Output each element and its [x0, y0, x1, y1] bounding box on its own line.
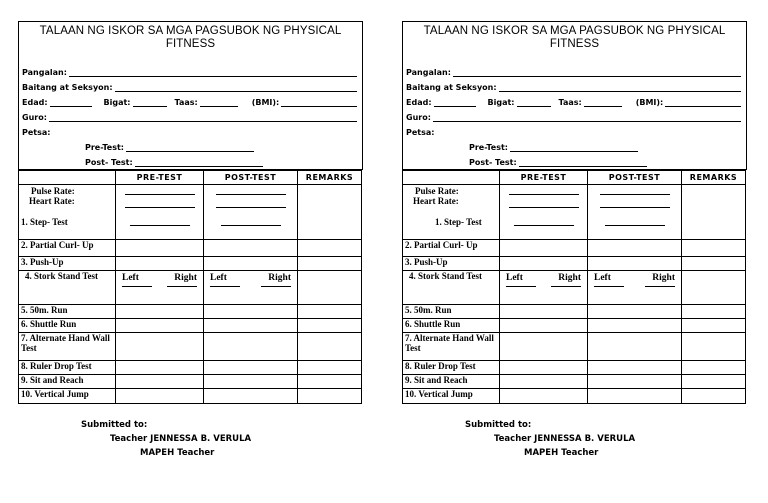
- score-cell[interactable]: [500, 361, 588, 375]
- shuttle-run-label: 6. Shuttle Run: [19, 319, 116, 333]
- score-cell[interactable]: [116, 389, 204, 404]
- student-info-fields: [403, 52, 746, 169]
- teacher-field[interactable]: [49, 113, 357, 122]
- heart-pretest-field[interactable]: [509, 207, 579, 208]
- remarks-cell[interactable]: [298, 389, 362, 404]
- remarks-cell[interactable]: [682, 240, 746, 257]
- right-label: Right: [652, 273, 675, 283]
- teacher-name: Teacher JENNESSA B. VERULA: [494, 434, 636, 444]
- wall-test-label: 7. Alternate Hand Wall Test: [19, 333, 116, 361]
- remarks-cell[interactable]: [682, 375, 746, 389]
- name-field[interactable]: [69, 68, 357, 77]
- score-cell[interactable]: [500, 333, 588, 361]
- score-cell[interactable]: [588, 389, 682, 404]
- grade-section-field[interactable]: [115, 83, 357, 92]
- remarks-column-header: REMARKS: [298, 171, 362, 185]
- step-test-label: 1. Step- Test: [21, 217, 68, 227]
- curl-up-label: 2. Partial Curl- Up: [403, 240, 500, 257]
- student-info-fields: [19, 52, 362, 169]
- remarks-cell[interactable]: [298, 361, 362, 375]
- score-cell[interactable]: [588, 319, 682, 333]
- remarks-cell[interactable]: [682, 305, 746, 319]
- remarks-cell[interactable]: [298, 333, 362, 361]
- weight-field[interactable]: [517, 98, 551, 107]
- run-50m-label: 5. 50m. Run: [403, 305, 500, 319]
- remarks-cell[interactable]: [298, 240, 362, 257]
- left-label: Left: [210, 273, 227, 283]
- table-row: [19, 271, 362, 305]
- posttest-column-header: POST-TEST: [204, 171, 298, 185]
- curl-up-label: 2. Partial Curl- Up: [19, 240, 116, 257]
- right-pretest-field[interactable]: [167, 286, 197, 287]
- score-cell[interactable]: [116, 257, 204, 271]
- score-cell[interactable]: [116, 305, 204, 319]
- left-label: Left: [594, 273, 611, 283]
- submission-block: [18, 418, 363, 460]
- pretest-date-label: Pre-Test:: [85, 143, 124, 152]
- push-up-label: 3. Push-Up: [403, 257, 500, 271]
- posttest-date-label: Post- Test:: [85, 158, 133, 167]
- score-cell[interactable]: [204, 361, 298, 375]
- table-row: [19, 257, 362, 271]
- pulse-posttest-field[interactable]: [600, 194, 670, 195]
- step-posttest-field[interactable]: [605, 225, 665, 226]
- run-50m-label: 5. 50m. Run: [19, 305, 116, 319]
- date-label: Petsa:: [406, 128, 435, 137]
- score-cell[interactable]: [588, 257, 682, 271]
- name-label: Pangalan:: [22, 68, 67, 77]
- remarks-cell[interactable]: [298, 257, 362, 271]
- ruler-drop-label: 8. Ruler Drop Test: [19, 361, 116, 375]
- table-row: [403, 389, 746, 404]
- right-posttest-field[interactable]: [645, 286, 675, 287]
- weight-label: Bigat:: [487, 98, 515, 107]
- score-cell[interactable]: [204, 333, 298, 361]
- pretest-column-header: PRE-TEST: [500, 171, 588, 185]
- remarks-cell[interactable]: [298, 271, 362, 305]
- table-row: [403, 185, 746, 240]
- form-header-box: [18, 21, 363, 170]
- score-cell[interactable]: [588, 240, 682, 257]
- score-cell[interactable]: [500, 257, 588, 271]
- form-header-box: [402, 21, 747, 170]
- test-column-header: [403, 171, 500, 185]
- right-label: Right: [558, 273, 581, 283]
- heart-rate-label: Heart Rate:: [29, 196, 75, 206]
- weight-field[interactable]: [133, 98, 167, 107]
- remarks-cell[interactable]: [682, 333, 746, 361]
- left-posttest-field[interactable]: [210, 286, 240, 287]
- height-label: Taas:: [558, 98, 582, 107]
- score-cell[interactable]: [204, 389, 298, 404]
- score-cell[interactable]: [500, 389, 588, 404]
- step-posttest-field[interactable]: [221, 225, 281, 226]
- score-cell[interactable]: [204, 319, 298, 333]
- remarks-cell[interactable]: [298, 185, 362, 240]
- wall-test-label: 7. Alternate Hand Wall Test: [403, 333, 500, 361]
- table-row: [19, 185, 362, 240]
- score-cell[interactable]: [116, 361, 204, 375]
- score-cell[interactable]: [116, 319, 204, 333]
- height-field[interactable]: [584, 98, 622, 107]
- teacher-label: Guro:: [406, 113, 431, 122]
- pulse-pretest-field[interactable]: [509, 194, 579, 195]
- bmi-field[interactable]: [665, 98, 741, 107]
- posttest-column-header: POST-TEST: [588, 171, 682, 185]
- score-cell[interactable]: [204, 375, 298, 389]
- pulse-posttest-field[interactable]: [216, 194, 286, 195]
- remarks-cell[interactable]: [298, 305, 362, 319]
- score-cell[interactable]: [204, 240, 298, 257]
- step-pretest-field[interactable]: [514, 225, 574, 226]
- submitted-to-label: Submitted to:: [81, 420, 148, 430]
- height-label: Taas:: [174, 98, 198, 107]
- test-column-header: [19, 171, 116, 185]
- score-cell[interactable]: [116, 240, 204, 257]
- submitted-to-label: Submitted to:: [465, 420, 532, 430]
- sit-reach-label: 9. Sit and Reach: [403, 375, 500, 389]
- score-form-right: [402, 21, 747, 460]
- score-table: [402, 170, 746, 404]
- remarks-cell[interactable]: [682, 257, 746, 271]
- pulse-rate-label: Pulse Rate:: [31, 186, 75, 196]
- score-cell[interactable]: [204, 305, 298, 319]
- score-table: [18, 170, 362, 404]
- score-cell[interactable]: [588, 333, 682, 361]
- table-row: [403, 361, 746, 375]
- stork-stand-label: 4. Stork Stand Test: [19, 271, 116, 305]
- shuttle-run-label: 6. Shuttle Run: [403, 319, 500, 333]
- pretest-date-field[interactable]: [126, 143, 254, 152]
- left-label: Left: [122, 273, 139, 283]
- table-row: [19, 361, 362, 375]
- pretest-column-header: PRE-TEST: [116, 171, 204, 185]
- date-label: Petsa:: [22, 128, 51, 137]
- left-pretest-field[interactable]: [122, 286, 152, 287]
- grade-section-label: Baitang at Seksyon:: [22, 83, 113, 92]
- grade-section-field[interactable]: [499, 83, 741, 92]
- left-pretest-field[interactable]: [506, 286, 536, 287]
- name-field[interactable]: [453, 68, 741, 77]
- heart-posttest-field[interactable]: [600, 207, 670, 208]
- score-cell[interactable]: [204, 257, 298, 271]
- posttest-date-field[interactable]: [135, 158, 263, 167]
- table-row: [403, 305, 746, 319]
- remarks-column-header: REMARKS: [682, 171, 746, 185]
- push-up-label: 3. Push-Up: [19, 257, 116, 271]
- form-title: TALAAN NG ISKOR SA MGA PAGSUBOK NG PHYSICAL FITNESS: [39, 25, 342, 50]
- table-row: [19, 305, 362, 319]
- pretest-date-label: Pre-Test:: [469, 143, 508, 152]
- score-cell[interactable]: [500, 240, 588, 257]
- age-field[interactable]: [434, 98, 476, 107]
- teacher-role: MAPEH Teacher: [140, 448, 215, 458]
- teacher-name: Teacher JENNESSA B. VERULA: [110, 434, 252, 444]
- age-field[interactable]: [50, 98, 92, 107]
- score-cell[interactable]: [588, 305, 682, 319]
- table-row: [403, 240, 746, 257]
- remarks-cell[interactable]: [298, 375, 362, 389]
- age-label: Edad:: [406, 98, 432, 107]
- posttest-date-field[interactable]: [519, 158, 647, 167]
- table-row: [403, 271, 746, 305]
- score-cell[interactable]: [588, 361, 682, 375]
- table-row: [403, 257, 746, 271]
- posttest-date-label: Post- Test:: [469, 158, 517, 167]
- pulse-rate-label: Pulse Rate:: [415, 186, 459, 196]
- score-cell[interactable]: [500, 305, 588, 319]
- step-test-label: 1. Step- Test: [435, 217, 482, 227]
- table-row: [19, 319, 362, 333]
- heart-pretest-field[interactable]: [125, 207, 195, 208]
- right-label: Right: [174, 273, 197, 283]
- score-cell[interactable]: [500, 375, 588, 389]
- vertical-jump-label: 10. Vertical Jump: [19, 389, 116, 404]
- heart-rate-label: Heart Rate:: [413, 196, 459, 206]
- age-label: Edad:: [22, 98, 48, 107]
- stork-stand-label: 4. Stork Stand Test: [403, 271, 500, 305]
- bmi-label: (BMI):: [251, 98, 280, 107]
- table-row: [403, 333, 746, 361]
- right-pretest-field[interactable]: [551, 286, 581, 287]
- remarks-cell[interactable]: [298, 319, 362, 333]
- teacher-role: MAPEH Teacher: [524, 448, 599, 458]
- pulse-pretest-field[interactable]: [125, 194, 195, 195]
- table-row: [19, 333, 362, 361]
- table-row: [403, 375, 746, 389]
- table-row: [403, 319, 746, 333]
- score-cell[interactable]: [500, 319, 588, 333]
- form-title: TALAAN NG ISKOR SA MGA PAGSUBOK NG PHYSICAL FITNESS: [423, 25, 726, 50]
- left-posttest-field[interactable]: [594, 286, 624, 287]
- grade-section-label: Baitang at Seksyon:: [406, 83, 497, 92]
- remarks-cell[interactable]: [682, 185, 746, 240]
- score-cell[interactable]: [588, 375, 682, 389]
- name-label: Pangalan:: [406, 68, 451, 77]
- ruler-drop-label: 8. Ruler Drop Test: [403, 361, 500, 375]
- heart-posttest-field[interactable]: [216, 207, 286, 208]
- bmi-field[interactable]: [281, 98, 357, 107]
- table-row: [19, 375, 362, 389]
- right-label: Right: [268, 273, 291, 283]
- weight-label: Bigat:: [103, 98, 131, 107]
- remarks-cell[interactable]: [682, 389, 746, 404]
- height-field[interactable]: [200, 98, 238, 107]
- teacher-label: Guro:: [22, 113, 47, 122]
- sit-reach-label: 9. Sit and Reach: [19, 375, 116, 389]
- right-posttest-field[interactable]: [261, 286, 291, 287]
- left-label: Left: [506, 273, 523, 283]
- score-cell[interactable]: [116, 333, 204, 361]
- pretest-date-field[interactable]: [510, 143, 638, 152]
- remarks-cell[interactable]: [682, 361, 746, 375]
- table-row: [19, 389, 362, 404]
- remarks-cell[interactable]: [682, 319, 746, 333]
- table-row: [19, 240, 362, 257]
- step-pretest-field[interactable]: [130, 225, 190, 226]
- vertical-jump-label: 10. Vertical Jump: [403, 389, 500, 404]
- score-form-left: [18, 21, 363, 460]
- submission-block: [402, 418, 747, 460]
- bmi-label: (BMI):: [635, 98, 664, 107]
- remarks-cell[interactable]: [682, 271, 746, 305]
- score-cell[interactable]: [116, 375, 204, 389]
- teacher-field[interactable]: [433, 113, 741, 122]
